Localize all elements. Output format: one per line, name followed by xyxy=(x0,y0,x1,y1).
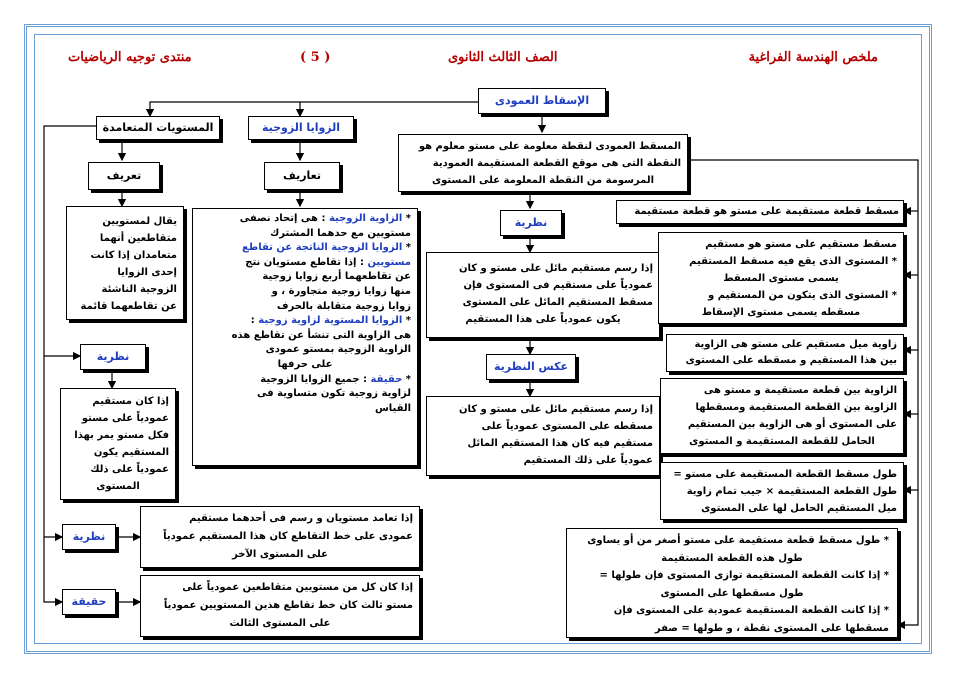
info-line: زاوية ميل مستقيم على مستو هى الزاوية xyxy=(694,339,897,350)
def-keyword: الزاوية الزوجية xyxy=(328,213,403,224)
theorem-bottom-text xyxy=(140,506,420,568)
info-line: * المستوى الذى يقع فيه مسقط المستقيم xyxy=(689,256,897,267)
perp-def-line: يقال لمستويين xyxy=(102,216,177,227)
projection-def-line: المسقط العمودى لنقطة معلومة على مستو معلوم هو xyxy=(418,141,681,152)
theorem-line: على المستوى الآخر xyxy=(232,549,328,560)
perp-def-line: إحدى الزوايا xyxy=(117,267,177,278)
info-line: طول القطعة المستقيمة × جيب تمام زاوية xyxy=(686,486,897,497)
def-text: هى الزاوية التى تنشأ عن تقاطع هذه xyxy=(231,329,411,341)
info-line: مسقط مستقيم على مستو هو مستقيم xyxy=(705,239,897,250)
info-line: * إذا كانت القطعة المستقيمة توازى المستوى فإن طولها = xyxy=(599,570,889,582)
node-fact-bottom: حقيقة xyxy=(62,589,116,615)
fact-bottom-text xyxy=(140,575,420,637)
theorem-line: يكون عمودياً على هذا المستقيم xyxy=(465,314,621,325)
info-line: ميل المستقيم الحامل لها على المستوى xyxy=(701,503,897,514)
info-line: مسقطها على المستوى نقطة ، و طولها = صفر xyxy=(654,622,889,634)
theorem-line: عمودى على خط التقاطع كان هذا المستقيم عمودياً xyxy=(163,531,413,542)
theorem-center-text xyxy=(426,252,660,338)
node-theorem-center: نظرية xyxy=(500,210,562,236)
perp-def-line: الزوجية الناشئة xyxy=(101,284,177,295)
info-line: طول مسقط القطعة المستقيمة على مستو = xyxy=(673,469,897,480)
converse-line: مسقطه على المستوى عمودياً على xyxy=(481,421,653,432)
def-text: على حرفها xyxy=(277,358,333,370)
info-line: الزاوية بين القطعة المستقيمة ومسقطها xyxy=(695,402,897,413)
header-forum: منتدى توجيه الرياضيات xyxy=(68,50,192,65)
segment-projection-box: مسقط قطعة مستقيمة على مستو هو قطعة مستقيمة xyxy=(616,200,904,224)
theorem-line: عمودياً على مستو xyxy=(81,413,169,424)
def-text: مستويين مع حدهما المشترك xyxy=(270,227,411,239)
theorem-line: إذا كان مستقيم xyxy=(92,396,169,407)
info-line: يسمى مستوى المسقط xyxy=(723,273,839,284)
fact-line: مستو ثالث كان خط تقاطع هذين المستويين عمودياً xyxy=(163,600,413,611)
theorem-line: عمودياً على ذلك xyxy=(90,464,169,475)
def-text: : جميع الزوايا الزوجية xyxy=(260,373,368,385)
info-line: طول مسقطها على المستوى xyxy=(660,587,804,599)
perp-planes-definition xyxy=(66,206,184,320)
node-dihedral-angles: الزوايا الزوجية xyxy=(248,116,354,140)
info-line: * طول مسقط قطعة مستقيمة على مستو أصغر من أو يساوى xyxy=(587,535,889,546)
theorem-line: المستقيم يكون xyxy=(93,447,169,458)
theorem-line: إذا تعامد مستويان و رسم فى أحدهما مستقيم xyxy=(189,513,413,524)
info-line: مسقطه يسمى مستوى الإسقاط xyxy=(701,307,861,318)
def-keyword: حقيقة xyxy=(370,373,403,385)
converse-line: إذا رسم مستقيم مائل على مستو و كان xyxy=(458,404,653,415)
def-text: زوايا زوجية متقابلة بالحرف xyxy=(276,300,411,312)
def-keyword: الزوايا المستوية لزاوية زوجية xyxy=(258,315,403,327)
def-keyword: مستويين xyxy=(367,256,411,268)
def-text: لزاوية زوجية تكون متساوية فى xyxy=(257,388,411,400)
header-title: ملخص الهندسة الفراغية xyxy=(748,50,878,65)
inclination-box xyxy=(666,334,904,372)
theorem-line: إذا رسم مستقيم مائل على مستو و كان xyxy=(458,263,653,274)
def-keyword: الزوايا الزوجية الناتجة عن تقاطع xyxy=(241,242,403,254)
theorem-line: مسقط المستقيم المائل على المستوى xyxy=(462,297,653,308)
header-page-number: ( 5 ) xyxy=(300,50,331,65)
theorem-line: المستوى xyxy=(96,481,140,492)
def-text: : إذا تقاطع مستويان نتج xyxy=(245,256,364,268)
segment-plane-angle-box xyxy=(660,378,904,454)
converse-line: مستقيم فيه كان هذا المستقيم المائل xyxy=(467,438,653,449)
def-text: منها زوايا زوجية متجاورة ، و xyxy=(271,285,411,297)
node-theorem-left: نظرية xyxy=(80,344,146,370)
info-line: * المستوى الذى يتكون من المستقيم و xyxy=(708,290,897,301)
perp-def-line: متقاطعين أنهما xyxy=(99,233,177,244)
info-line: طول هذه القطعة المستقيمة xyxy=(661,552,803,564)
def-text: القياس xyxy=(374,402,411,414)
info-line: على المستوى أو هى الزاوية بين المستقيم xyxy=(687,419,897,430)
info-line: بين هذا المستقيم و مسقطه على المستوى xyxy=(685,355,897,366)
node-definition: تعريف xyxy=(88,162,160,190)
converse-center-text xyxy=(426,396,660,476)
def-text: : هى إتحاد نصفى xyxy=(239,213,326,224)
fact-line: على المستوى الثالث xyxy=(229,618,331,629)
def-text: عن تقاطعهما أربع زوايا زوجية xyxy=(262,271,411,283)
theorem-line: فكل مستو يمر بهذا xyxy=(74,430,169,441)
line-projection-box xyxy=(658,232,904,324)
info-line: * إذا كانت القطعة المستقيمة عمودية على المستوى فإن xyxy=(613,605,889,617)
projection-definition xyxy=(398,134,688,192)
perp-def-line: عن تقاطعهما قائمة xyxy=(80,301,177,312)
info-line: الزاوية بين قطعة مستقيمة و مستو هى xyxy=(703,385,897,396)
node-theorem-bottom: نظرية xyxy=(62,524,116,550)
node-converse-theorem: عكس النظرية xyxy=(486,354,576,380)
node-perpendicular-planes: المستويات المتعامدة xyxy=(96,116,220,140)
length-notes-box xyxy=(566,528,898,638)
projection-def-line: المرسومة من النقطة المعلومة على المستوى xyxy=(431,175,655,186)
theorem-line: عمودياً على مستقيم فى المستوى فإن xyxy=(463,280,653,291)
perp-def-line: متعامدان إذا كانت xyxy=(90,250,177,261)
node-perp-projection: الإسقاط العمودى xyxy=(478,88,606,114)
dihedral-definitions: * الزاوية الزوجية : هى إتحاد نصفى مستويين مع حدهما المشترك * الزوايا الزوجية الناتجة عن تقاطع مستويين : إذا تقاطع مستويان نتج عن تقاطعهما أربع زوايا زوجية منها زوايا زوجية متجاورة ، و زوايا زوجية متقابلة بالحرف * الزوايا المستوية لزاوية زوجية : هى الزاوية التى تنشأ عن تقاطع هذه الزاوية الزوجية بمستو عمودى على حرفها * حقيقة : جميع الزوايا الزوجية لزاوية زوجية تكون متساوية فى القياس xyxy=(192,208,418,466)
node-definitions: تعاريف xyxy=(264,162,340,190)
projection-def-line: النقطة التى هى موقع القطعة المستقيمة العمودية xyxy=(432,158,681,169)
theorem-left-text xyxy=(60,388,176,500)
header-grade: الصف الثالث الثانوى xyxy=(448,50,558,65)
projection-length-box xyxy=(660,462,904,520)
fact-line: إذا كان كل من مستويين متقاطعين عمودياً على xyxy=(182,582,413,593)
def-text: الزاوية الزوجية بمستو عمودى xyxy=(265,344,411,356)
converse-line: عمودياً على ذلك المستقيم xyxy=(523,455,653,466)
info-line: الحامل للقطعة المستقيمة و المستوى xyxy=(689,436,875,447)
